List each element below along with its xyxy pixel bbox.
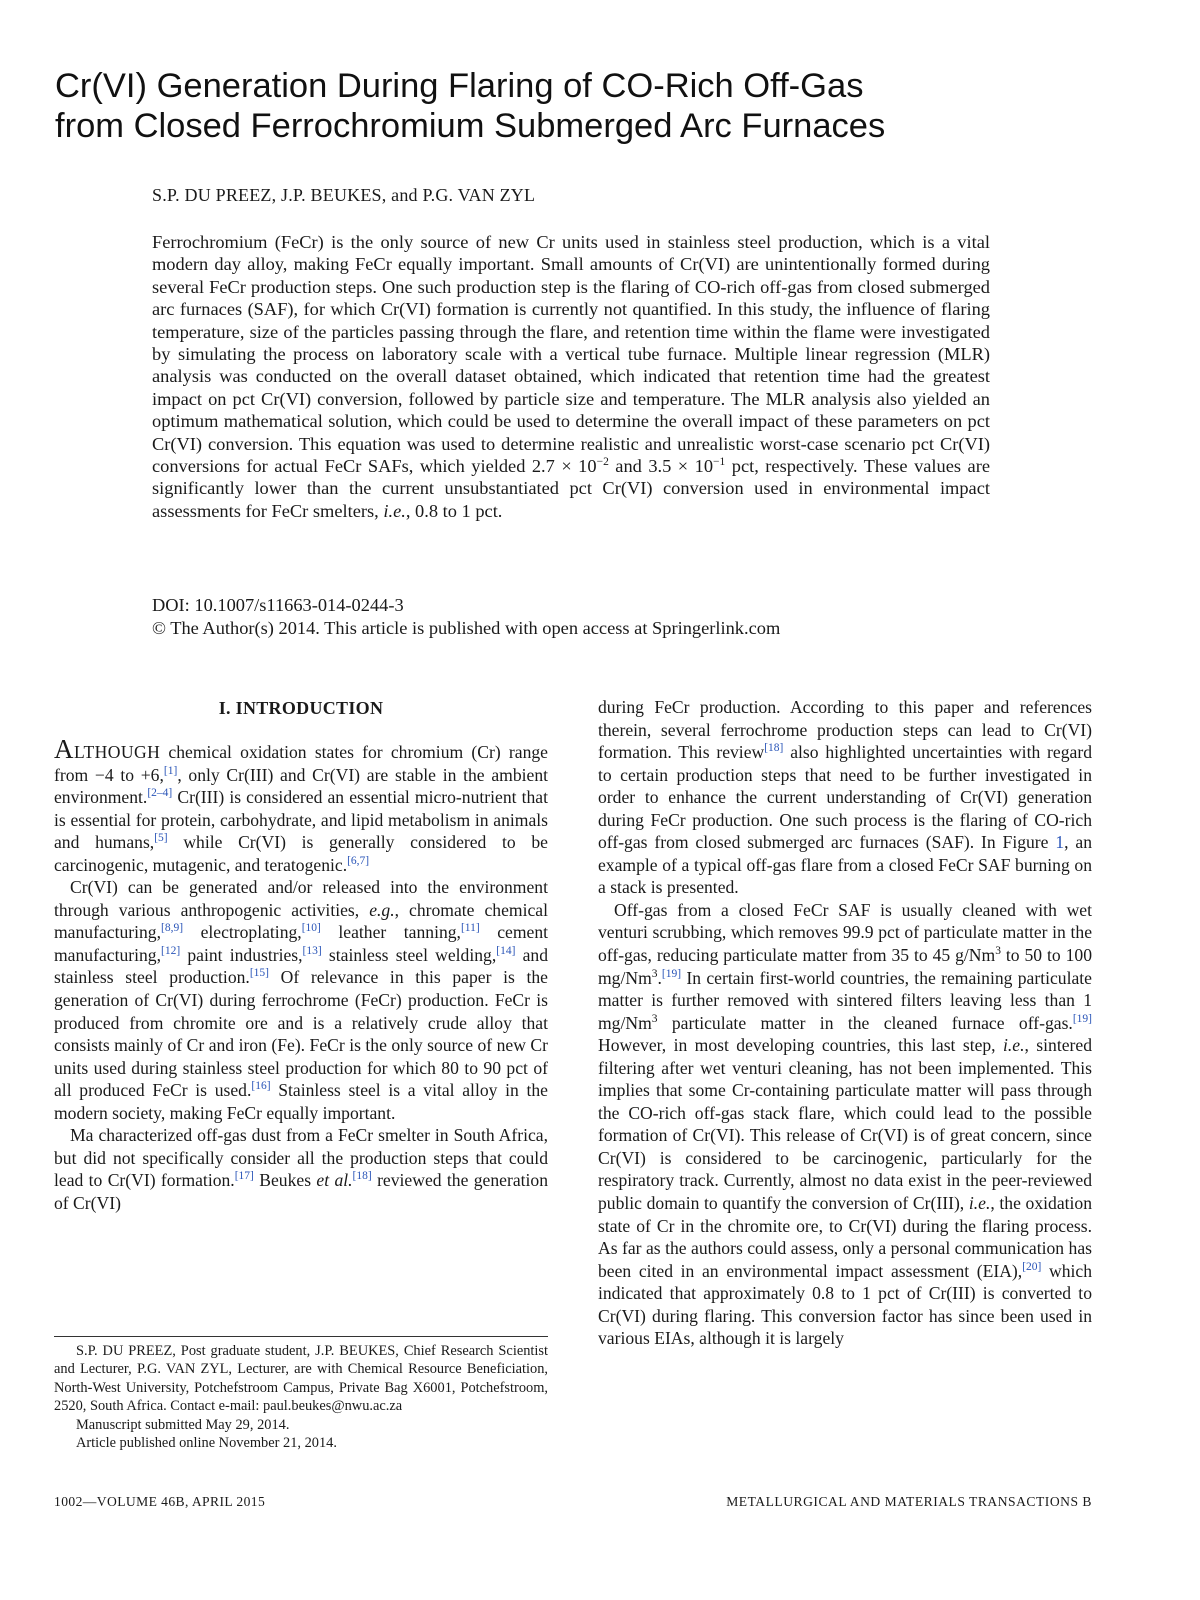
- title-line-1: Cr(VI) Generation During Flaring of CO-Rich Off-Gas: [55, 67, 864, 105]
- citation-link[interactable]: [11]: [460, 922, 480, 935]
- paragraph-text: particulate matter in the cleaned furnace off-gas.: [657, 1012, 1073, 1033]
- intro-paragraph-3: [54, 1124, 548, 1214]
- paragraph-text: Ma characterized off-gas dust from a FeCr smelter in South Africa, but did not specifically consider all the production steps that could lead to Cr(VI) formation.: [54, 1125, 548, 1191]
- section-heading-introduction: I. INTRODUCTION: [218, 698, 384, 718]
- citation-link[interactable]: [16]: [251, 1080, 271, 1093]
- footnotes: [54, 1342, 548, 1452]
- title-line-2: from Closed Ferrochromium Submerged Arc Furnaces: [55, 107, 886, 145]
- italic-text: i.e.: [1003, 1035, 1025, 1056]
- paragraph-text: However, in most developing countries, this last step,: [598, 1035, 1003, 1056]
- superscript: 3: [651, 1012, 658, 1025]
- paragraph-text: leather tanning,: [320, 922, 461, 943]
- citation-link[interactable]: [5]: [154, 832, 168, 845]
- superscript: 3: [995, 945, 1001, 958]
- abstract-text: Ferrochromium (FeCr) is the only source of new Cr units used in stainless steel production, which is a vital modern day alloy, making FeCr equally important. Small amounts of Cr(VI) are unintentionally formed during several FeCr production steps. One such production step is the flaring of CO-rich off-gas from closed submerged arc furnaces (SAF), for which Cr(VI) formation is currently not quantified. In this study, the influence of flaring temperature, size of the particles passing through the flare, and retention time within the flame were investigated by simulating the process on laboratory scale with a vertical tube furnace. Multiple linear regression (MLR) analysis was conducted on the overall dataset obtained, which indicated that retention time had the greatest impact on pct Cr(VI) conversion, followed by particle size and temperature. The MLR analysis also yielded an optimum mathematical solution, which could be used to determine the overall impact of these parameters on pct Cr(VI) conversion. This equation was used to determine realistic and unrealistic worst-case scenario pct Cr(VI) conversions for actual FeCr SAFs, which yielded 2.7 × 10: [152, 232, 990, 477]
- citation-link[interactable]: [19]: [1072, 1012, 1092, 1025]
- paragraph-text: Stainless steel is a vital alloy in the modern society, making FeCr equally important.: [54, 1080, 548, 1123]
- doi: DOI: 10.1007/s11663-014-0244-3: [152, 595, 404, 615]
- paragraph-text: cement manufacturing,: [54, 922, 549, 965]
- italic-text: et al.: [316, 1170, 353, 1191]
- paragraph-text: , sintered filtering after wet venturi cleaning, has not been implemented. This implies that some Cr-containing particulate matter will pass through the CO-rich off-gas stack flare, which could lead to the possible formation of Cr(VI). This release of Cr(VI) is of great concern, since Cr(VI) is considered to be carcinogenic, particularly for the respiratory track. Currently, almost no data exist in the peer-reviewed public domain to quantify the conversion of Cr(III),: [598, 1035, 1092, 1214]
- intro-paragraph-2: [54, 876, 548, 1124]
- abstract-exponent: −2: [596, 455, 609, 468]
- figure-link[interactable]: 1: [1055, 832, 1065, 853]
- published-date: Article published online November 21, 2014.: [76, 1435, 337, 1452]
- paragraph-text: Beukes: [253, 1170, 317, 1191]
- paragraph-text: , an example of a typical off-gas flare from a closed FeCr SAF burning on a stack is presented.: [598, 832, 1092, 898]
- page-footer-journal: METALLURGICAL AND MATERIALS TRANSACTIONS B: [726, 1494, 1092, 1509]
- paragraph-text: In certain first-world countries, the remaining particulate matter is further removed with sintered filters leaving less than 1 mg/Nm: [598, 967, 1092, 1033]
- paragraph-text: Cr(VI) can be generated and/or released into the environment through various anthropogenic activities,: [54, 877, 548, 920]
- intro-paragraph-5: [598, 899, 1092, 1350]
- abstract-text: and 3.5 × 10: [608, 456, 714, 477]
- paragraph-text: and stainless steel production.: [54, 944, 548, 988]
- abstract: [152, 231, 990, 522]
- citation-link[interactable]: [17]: [234, 1170, 254, 1183]
- citation-link[interactable]: [15]: [249, 967, 269, 980]
- citation-link[interactable]: [10]: [301, 922, 321, 935]
- citation-link[interactable]: [14]: [496, 945, 516, 958]
- paragraph-text: , only Cr(III) and Cr(VI) are stable in the ambient environment.: [54, 764, 549, 808]
- abstract-text: pct, respectively. These values are significantly lower than the current unsubstantiated pct Cr(VI) conversion used in environmental impact assessments for FeCr smelters,: [152, 456, 990, 521]
- citation-link[interactable]: [1]: [163, 764, 178, 777]
- intro-paragraph-4: [598, 696, 1092, 899]
- abstract-exponent: −1: [713, 455, 726, 468]
- submitted-date: Manuscript submitted May 29, 2014.: [76, 1416, 290, 1433]
- license-note: © The Author(s) 2014. This article is published with open access at Springerlink.com: [152, 618, 781, 638]
- page-footer-volume: 1002—VOLUME 46B, APRIL 2015: [54, 1494, 266, 1509]
- italic-text: e.g.: [369, 899, 395, 920]
- citation-link[interactable]: [20]: [1022, 1260, 1042, 1273]
- citation-link[interactable]: [6,7]: [347, 854, 370, 867]
- lead-caps: LTHOUGH: [74, 742, 161, 762]
- paragraph-text: chemical oxidation states for chromium (Cr) range from −4 to +6,: [54, 742, 548, 785]
- paragraph-text: also highlighted uncertainties with regard to certain production steps that need to be further investigated in order to enhance the current understanding of Cr(VI) generation during FeCr production. One such process is the flaring of CO-rich off-gas from closed submerged arc furnaces (SAF). In Figure: [598, 742, 1092, 853]
- paragraph-text: reviewed the generation of Cr(VI): [54, 1170, 549, 1213]
- footnote-divider: [54, 1336, 548, 1337]
- author-list: S.P. DU PREEZ, J.P. BEUKES, and P.G. VAN ZYL: [152, 185, 536, 205]
- italic-text: i.e.: [968, 1193, 991, 1214]
- citation-link[interactable]: [12]: [161, 945, 181, 958]
- superscript: 3: [651, 967, 658, 980]
- abstract-text: , 0.8 to 1 pct.: [405, 500, 503, 521]
- affiliation-footnote: S.P. DU PREEZ, Post graduate student, J.P. BEUKES, Chief Research Scientist and Lecturer, P.G. VAN ZYL, Lecturer, are with Chemical Resource Beneficiation, North-West University, Potchefstroom Campus, Private Bag X6001, Potchefstroom, 2520, South Africa. Contact e-mail: paul.beukes@nwu.ac.za: [54, 1343, 548, 1415]
- paragraph-text: , the oxidation state of Cr in the chromite ore, to Cr(VI) during the flaring process. As far as the authors could assess, only a personal communication has been cited in an environmental impact assessment (EIA),: [598, 1193, 1092, 1281]
- citation-link[interactable]: [18]: [764, 742, 784, 755]
- paragraph-text: .: [657, 967, 662, 988]
- paragraph-text: which indicated that approximately 0.8 to 1 pct of Cr(III) is converted to Cr(VI) during flaring. This conversion factor has since been used in various EIAs, although it is largely: [598, 1260, 1092, 1349]
- citation-link[interactable]: [18]: [352, 1170, 372, 1183]
- citation-link[interactable]: [2–4]: [147, 787, 173, 800]
- citation-link[interactable]: [13]: [302, 945, 322, 958]
- paragraph-text: to 50 to 100 mg/Nm: [598, 945, 1092, 988]
- article-title: [55, 66, 1155, 146]
- paragraph-text: while Cr(VI) is generally considered to be carcinogenic, mutagenic, and teratogenic.: [54, 832, 548, 875]
- abstract-italic: i.e.: [383, 500, 406, 521]
- paragraph-text: during FeCr production. According to this paper and references therein, several ferrochrome production steps can lead to Cr(VI) formation. This review: [598, 697, 1092, 763]
- paragraph-text: paint industries,: [180, 944, 303, 965]
- drop-cap: A: [54, 734, 74, 764]
- paragraph-text: Off-gas from a closed FeCr SAF is usually cleaned with wet venturi scrubbing, which removes 99.9 pct of particulate matter in the off-gas, reducing particulate matter from 35 to 45 g/Nm: [598, 899, 1092, 966]
- paragraph-text: stainless steel welding,: [321, 944, 497, 965]
- paragraph-text: electroplating,: [183, 922, 302, 943]
- paragraph-text: , chromate chemical manufacturing,: [54, 899, 548, 943]
- intro-paragraph-1: [54, 734, 549, 876]
- citation-link[interactable]: [19]: [661, 967, 682, 980]
- paragraph-text: Of relevance in this paper is the generation of Cr(VI) during ferrochrome (FeCr) production. FeCr is produced from chromite ore and is a relatively crude alloy that consists mainly of Cr and iron (Fe). FeCr is the only source of new Cr units used during stainless steel production for which 80 to 90 pct of all produced FeCr is used.: [54, 967, 548, 1101]
- paragraph-text: Cr(III) is considered an essential micro-nutrient that is essential for protein, carbohydrate, and lipid metabolism in animals and humans,: [54, 787, 548, 853]
- citation-link[interactable]: [8,9]: [161, 922, 184, 935]
- right-column: [598, 696, 1092, 1350]
- left-column: [54, 734, 549, 1214]
